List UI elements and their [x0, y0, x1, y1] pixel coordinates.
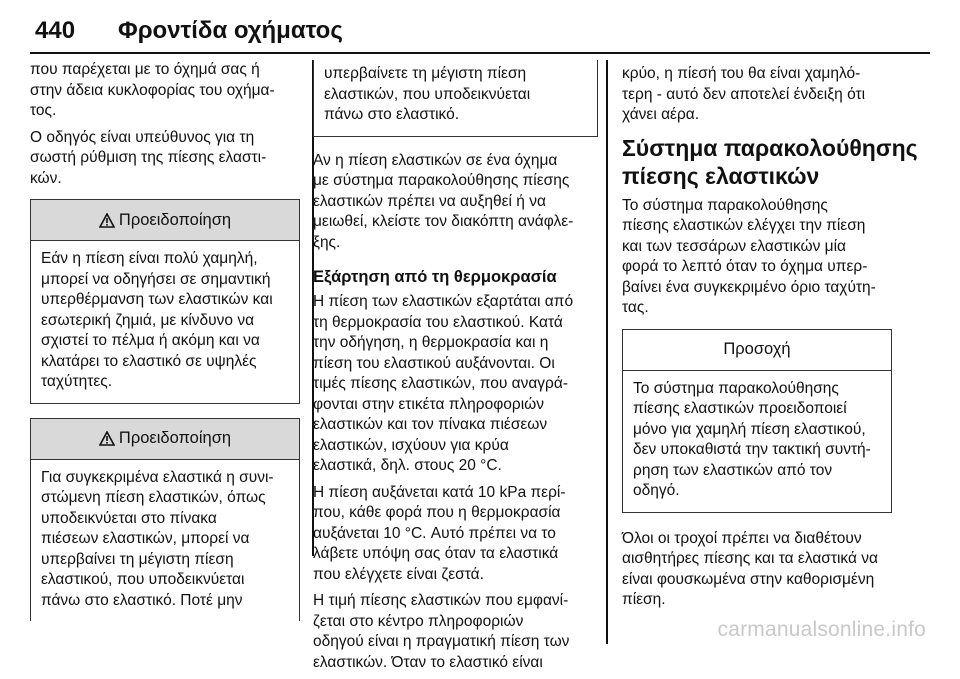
text-line: ελαστικών, που υποδεικνύεται [324, 85, 531, 103]
text-line: δεν υποκαθιστά την τακτική συντή‐ [633, 441, 871, 458]
temperature-subheading: Εξάρτηση από τη θερμοκρασία [313, 268, 557, 286]
text-line: ελαστικών και τον πίνακα πιέσεων [313, 416, 548, 433]
text-line: Εάν η πίεση είναι πολύ χαμηλή, [41, 250, 258, 267]
warning-box-2-header [31, 419, 299, 460]
header-divider [30, 52, 930, 54]
text-line: Σύστημα παρακολούθησης [622, 134, 918, 161]
text-line: αισθητήρες πίεσης και τα ελαστικά να [622, 550, 878, 567]
text-line: με σύστημα παρακολούθησης πίεσης [313, 172, 570, 189]
caution-box [622, 329, 892, 513]
caution-box-header [623, 330, 891, 371]
warning-box-2-continued-text [314, 62, 597, 136]
page-header [0, 0, 960, 50]
text-line: υπερβαίνει τη μέγιστη πίεση [41, 550, 234, 568]
text-line: κών. [30, 169, 62, 187]
text-line: ρηση των ελαστικών από τον [633, 461, 833, 479]
text-line: τη θερμοκρασία του ελαστικού. Κατά [313, 313, 563, 331]
text-line: πάνω στο ελαστικό. [324, 106, 459, 123]
text-line: είναι φουσκωμένα στην καθορισμένη [622, 570, 875, 588]
text-line: Όλοι οι τροχοί πρέπει να διαθέτουν [622, 529, 862, 547]
column-divider-2 [606, 60, 608, 644]
text-line: ελαστικού, που υποδεικνύεται [41, 571, 245, 588]
text-line: φορά το λεπτό όταν το όχημα υπερ‐ [622, 258, 868, 275]
pressure-increase-paragraph [313, 483, 598, 586]
text-line: ελαστικών, ισχύουν για κρύα [313, 436, 509, 454]
text-line: υποδεικνύεται στο πίνακα [41, 509, 217, 527]
text-line: τος. [30, 102, 57, 119]
ignition-paragraph [313, 151, 598, 254]
page-title: Φροντίδα οχήματος [118, 17, 343, 44]
text-line: πίεσης ελαστικών προειδοποιεί [633, 400, 847, 417]
text-line: οδηγό. [633, 482, 680, 499]
text-line: υπερθέρμανση των ελαστικών και [41, 291, 273, 308]
text-line: ελαστικά, δηλ. στους 20 °C. [313, 457, 502, 474]
text-line: που, κάθε φορά που η θερμοκρασία [313, 504, 561, 521]
warning-box-1-text [31, 241, 299, 403]
text-line: στην άδεια κυκλοφορίας του οχήμα‐ [30, 81, 275, 99]
caution-box-text [623, 371, 891, 512]
text-line: Για συγκεκριμένα ελαστικά η συνι‐ [41, 468, 274, 486]
text-line: σωστή ρύθμιση της πίεσης ελαστι‐ [30, 149, 267, 166]
column-2 [313, 60, 598, 679]
warning-box-1-title: Προειδοποίηση [118, 210, 232, 229]
text-line: Η πίεση των ελαστικών εξαρτάται από [313, 293, 574, 310]
tpms-paragraph [622, 196, 892, 319]
text-line: τας. [622, 299, 649, 316]
text-line: την οδήγηση, η θερμοκρασία και η [313, 334, 549, 351]
text-line: μειωθεί, κλείστε τον διακόπτη ανάφλε‐ [313, 213, 574, 230]
text-line: ελαστικών πρέπει να αυξηθεί ή να [313, 192, 546, 210]
text-line: που ελέγχετε είναι ζεστά. [313, 565, 484, 583]
column-1 [30, 60, 300, 621]
text-line: Η πίεση αυξάνεται κατά 10 kPa περί‐ [313, 483, 566, 501]
text-line: πίεση. [622, 591, 666, 608]
text-line: ζεται στο κέντρο πληροφοριών [313, 612, 524, 630]
text-line: φονται στην ετικέτα πληροφοριών [313, 395, 544, 413]
text-line: στώμενη πίεση ελαστικών, όπως [41, 489, 266, 506]
warning-box-2-title: Προειδοποίηση [118, 429, 232, 447]
text-line: εσωτερική ζημιά, με κίνδυνο να [41, 311, 255, 329]
text-line: μόνο για χαμηλή πίεση ελαστικού, [633, 420, 866, 438]
text-line: πάνω στο ελαστικό. Ποτέ μην [41, 591, 243, 609]
caution-box-title: Προσοχή [723, 340, 791, 358]
warning-box-1-header [31, 200, 299, 241]
text-line: μπορεί να οδηγήσει σε σημαντική [41, 270, 271, 288]
watermark: carmanualsonline.info [717, 618, 926, 641]
text-line: λάβετε υπόψη σας όταν τα ελαστικά [313, 545, 559, 562]
text-line: πιέσεων ελαστικών, μπορεί να [41, 530, 250, 547]
text-line: πίεση του ελαστικού αυξάνονται. Οι [313, 354, 555, 372]
text-line: ελαστικών. Όταν το ελαστικό είναι [313, 653, 543, 671]
warning-box-2 [30, 418, 300, 622]
text-line: υπερβαίνετε τη μέγιστη πίεση [324, 65, 527, 82]
tpms-section-title [622, 134, 918, 190]
text-line: ξης. [313, 233, 341, 251]
text-line: πίεσης ελαστικών ελέγχει την πίεση [622, 217, 866, 234]
text-line: τερη - αυτό δεν αποτελεί ένδειξη ότι [622, 85, 866, 103]
warning-box-2-text [31, 460, 299, 622]
warning-triangle-icon [99, 431, 115, 446]
text-line: Ο οδηγός είναι υπεύθυνος για τη [30, 128, 255, 146]
text-line: και των τεσσάρων ελαστικών μία [622, 237, 847, 255]
driver-responsibility-paragraph [30, 128, 300, 190]
text-line: Αν η πίεση ελαστικών σε ένα όχημα [313, 151, 558, 169]
intro-paragraph [30, 60, 300, 122]
temperature-paragraph [313, 292, 598, 477]
sensors-paragraph [622, 529, 892, 611]
text-line: κρύο, η πίεσή του θα είναι χαμηλό‐ [622, 65, 861, 82]
text-line: χάνει αέρα. [622, 106, 700, 123]
text-line: που παρέχεται με το όχημά σας ή [30, 61, 260, 78]
text-line: βαίνει ένα συγκεκριμένο όριο ταχύτη‐ [622, 278, 876, 296]
warning-box-2-continued [313, 60, 598, 137]
text-line: οδηγού είναι η πραγματική πίεση των [313, 633, 570, 650]
text-line: τιμές πίεσης ελαστικών, που αναγρά‐ [313, 375, 568, 392]
text-line: Η τιμή πίεσης ελαστικών που εμφανί‐ [313, 592, 569, 609]
warning-triangle-icon [99, 213, 115, 228]
text-line: Το σύστημα παρακολούθησης [622, 196, 828, 214]
text-line: πίεσης ελαστικών [622, 162, 820, 189]
column-3 [622, 60, 918, 617]
driver-info-paragraph [313, 591, 598, 673]
warning-box-1 [30, 199, 300, 404]
cold-tyre-paragraph [622, 64, 892, 126]
text-line: σχιστεί το πέλμα ή ακόμη και να [41, 332, 260, 349]
text-line: κλατάρει το ελαστικό σε υψηλές [41, 352, 257, 370]
text-line: ταχύτητες. [41, 373, 113, 390]
text-line: αυξάνεται 10 °C. Αυτό πρέπει να το [313, 524, 556, 542]
text-line: Το σύστημα παρακολούθησης [633, 379, 839, 397]
page-number: 440 [35, 17, 76, 44]
